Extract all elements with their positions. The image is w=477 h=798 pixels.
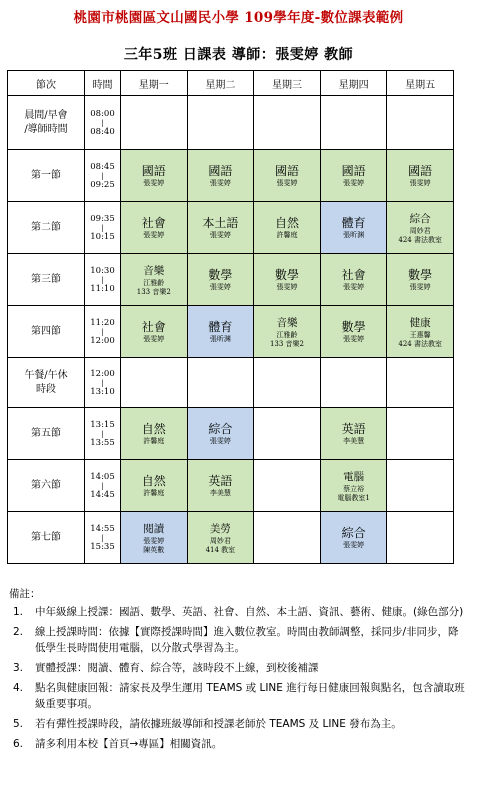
- time-value: 15:35: [90, 541, 115, 552]
- note-item: [9, 624, 469, 656]
- note-text: 線上授課時間：依據【實際授課時間】進入數位教室。時間由教師調整，採同步/非同步，降低學生長時間使用電腦，以分散式學習為主。: [35, 626, 459, 654]
- table-header-row: [8, 71, 454, 96]
- teacher-name: 張雯婷: [343, 283, 365, 291]
- header-tue: 星期二: [187, 71, 254, 96]
- time-value: 12:00: [90, 335, 115, 346]
- note-number: 2.: [13, 626, 24, 638]
- period-cell: [8, 512, 85, 564]
- teacher-name: 李美慧: [343, 437, 365, 445]
- class-cell: [320, 202, 387, 254]
- period-label: 第一節: [31, 169, 61, 181]
- table-row: [8, 306, 454, 358]
- teacher-name: 張雯婷: [143, 179, 165, 187]
- time-separator: |: [101, 223, 104, 232]
- subject-name: 體育: [208, 320, 233, 334]
- header-wed: 星期三: [254, 71, 321, 96]
- class-cell: [121, 306, 188, 358]
- note-number: 1.: [13, 606, 24, 618]
- period-label: 第四節: [31, 325, 61, 337]
- time-value: 14:45: [90, 489, 115, 500]
- time-value: 11:10: [90, 283, 115, 294]
- classroom-info: 電腦教室1: [337, 493, 370, 502]
- teacher-name: 許馨庭: [276, 231, 298, 239]
- time-cell: [85, 512, 121, 564]
- class-cell: [187, 254, 254, 306]
- class-cell: [387, 408, 454, 460]
- class-cell: [387, 512, 454, 564]
- subject-name: 英語: [341, 422, 366, 436]
- class-cell: [254, 512, 321, 564]
- class-cell: [387, 358, 454, 408]
- note-item: [9, 660, 469, 676]
- subject-name: 國語: [408, 164, 433, 178]
- subject-name: 音樂: [143, 264, 165, 277]
- classroom-info: 133 音樂2: [269, 339, 304, 348]
- subject-name: 自然: [141, 474, 166, 488]
- period-label: 晨間/早會: [24, 109, 68, 121]
- subject-name: 社會: [341, 268, 366, 282]
- note-text: 實體授課：閱讀、體育、綜合等，該時段不上線，到校後補課: [35, 662, 319, 674]
- time-value: 14:55: [90, 523, 115, 534]
- subject-name: 美勞: [209, 522, 231, 535]
- time-value: 13:15: [90, 419, 115, 430]
- class-cell: [254, 306, 321, 358]
- class-cell: [121, 254, 188, 306]
- period-cell: [8, 408, 85, 460]
- subject-name: 社會: [141, 216, 166, 230]
- note-item: [9, 604, 469, 620]
- subject-name: 數學: [408, 268, 433, 282]
- subject-name: 綜合: [341, 526, 366, 540]
- time-separator: |: [101, 429, 104, 438]
- period-label: 第七節: [31, 531, 61, 543]
- period-cell: [8, 150, 85, 202]
- time-value: 10:30: [90, 265, 115, 276]
- class-cell: [387, 150, 454, 202]
- table-row: [8, 96, 454, 150]
- subject-name: 健康: [409, 316, 431, 329]
- table-row: [8, 460, 454, 512]
- subject-name: 數學: [274, 268, 299, 282]
- note-item: [9, 680, 469, 712]
- teacher-name: 蔡立裕: [343, 484, 365, 493]
- class-cell: [187, 202, 254, 254]
- note-text: 點名與健康回報：請家長及學生運用 TEAMS 或 LINE 進行每日健康回報與點名，包含讀取班級重要事項。: [35, 682, 465, 710]
- class-cell: [121, 512, 188, 564]
- class-cell: [320, 306, 387, 358]
- teacher-name: 張雯婷: [343, 335, 365, 343]
- time-separator: |: [101, 327, 104, 336]
- time-separator: |: [101, 481, 104, 490]
- time-cell: [85, 460, 121, 512]
- note-number: 5.: [13, 718, 24, 730]
- time-cell: [85, 150, 121, 202]
- subject-name: 電腦: [343, 470, 365, 483]
- class-cell: [320, 96, 387, 150]
- period-label: 第六節: [31, 479, 61, 491]
- subject-name: 國語: [208, 164, 233, 178]
- subject-name: 國語: [141, 164, 166, 178]
- class-cell: [254, 96, 321, 150]
- time-value: 08:45: [90, 161, 115, 172]
- subject-name: 閱讀: [143, 522, 165, 535]
- subject-name: 英語: [208, 474, 233, 488]
- subject-name: 綜合: [208, 422, 233, 436]
- schedule-table: [7, 70, 454, 564]
- class-cell: [320, 358, 387, 408]
- class-cell: [387, 254, 454, 306]
- class-cell: [254, 150, 321, 202]
- teacher-name: 張雯婷: [209, 231, 231, 239]
- table-row: [8, 512, 454, 564]
- time-separator: |: [101, 118, 104, 127]
- time-separator: |: [101, 378, 104, 387]
- teacher-name: 李美慧: [209, 489, 231, 497]
- table-row: [8, 408, 454, 460]
- teacher-name: 張雯婷: [209, 283, 231, 291]
- notes-section: [9, 586, 469, 756]
- classroom-info: 424 書法教室: [398, 235, 442, 244]
- class-cell: [121, 408, 188, 460]
- period-label: 第三節: [31, 273, 61, 285]
- header-mon: 星期一: [121, 71, 188, 96]
- class-cell: [320, 512, 387, 564]
- period-label: /導師時間: [24, 123, 68, 135]
- page-title: 桃園市桃園區文山國民小學 109學年度-數位課表範例: [73, 10, 404, 26]
- class-cell: [320, 408, 387, 460]
- table-row: [8, 254, 454, 306]
- note-text: 請多利用本校【首頁→專區】相關資訊。: [35, 738, 223, 750]
- class-cell: [254, 408, 321, 460]
- note-text: 若有彈性授課時段，請依據班級導師和授課老師於 TEAMS 及 LINE 發布為主。: [35, 718, 402, 730]
- note-number: 4.: [13, 682, 24, 694]
- class-cell: [121, 202, 188, 254]
- table-row: [8, 202, 454, 254]
- teacher-name: 許馨庭: [143, 489, 165, 497]
- period-cell: [8, 460, 85, 512]
- teacher-name: 許馨庭: [143, 437, 165, 445]
- time-value: 13:10: [90, 386, 115, 397]
- teacher-name: 張雯婷: [343, 179, 365, 187]
- class-cell: [254, 202, 321, 254]
- classroom-info: 424 書法教室: [398, 339, 442, 348]
- header-fri: 星期五: [387, 71, 454, 96]
- class-cell: [187, 150, 254, 202]
- subject-name: 自然: [141, 422, 166, 436]
- class-cell: [387, 306, 454, 358]
- teacher-name: 張雯婷: [343, 541, 365, 549]
- period-cell: [8, 306, 85, 358]
- time-value: 09:35: [90, 213, 115, 224]
- time-separator: |: [101, 533, 104, 542]
- teacher-name: 張雯婷: [276, 283, 298, 291]
- classroom-info: 133 音樂2: [136, 287, 171, 296]
- time-value: 08:40: [90, 126, 115, 137]
- teacher-name: 江雅齡: [143, 278, 165, 287]
- subject-name: 自然: [274, 216, 299, 230]
- teacher-name: 張雯婷: [276, 179, 298, 187]
- class-cell: [187, 358, 254, 408]
- teacher-name: 張雯婷: [209, 437, 231, 445]
- teacher-name: 江雅齡: [276, 330, 298, 339]
- class-cell: [121, 150, 188, 202]
- time-cell: [85, 358, 121, 408]
- subject-name: 國語: [274, 164, 299, 178]
- class-cell: [387, 96, 454, 150]
- teacher-name: 王惠馨: [409, 330, 431, 339]
- time-cell: [85, 254, 121, 306]
- subject-name: 數學: [208, 268, 233, 282]
- class-cell: [320, 150, 387, 202]
- time-value: 13:55: [90, 437, 115, 448]
- note-item: [9, 716, 469, 732]
- teacher-name: 張昕渊: [209, 335, 231, 343]
- teacher-name: 張雯婷: [143, 536, 165, 545]
- note-text: 中年級線上授課：國語、數學、英語、社會、自然、本土語、資訊、藝術、健康。(綠色部分): [35, 606, 464, 618]
- time-value: 08:00: [90, 108, 115, 119]
- class-cell: [187, 306, 254, 358]
- teacher-name: 張雯婷: [409, 283, 431, 291]
- time-cell: [85, 408, 121, 460]
- teacher-name: 張雯婷: [143, 335, 165, 343]
- schedule-subtitle: 三年5班 日課表 導師：張雯婷 教師: [123, 47, 354, 63]
- period-label: 時段: [36, 383, 56, 395]
- class-cell: [187, 408, 254, 460]
- class-cell: [187, 512, 254, 564]
- class-cell: [187, 96, 254, 150]
- note-number: 3.: [13, 662, 24, 674]
- time-value: 09:25: [90, 179, 115, 190]
- class-cell: [187, 460, 254, 512]
- period-label: 第五節: [31, 427, 61, 439]
- notes-title: 備註：: [9, 588, 41, 600]
- time-value: 11:20: [90, 317, 115, 328]
- subject-name: 本土語: [202, 216, 239, 230]
- header-period: 節次: [8, 71, 85, 96]
- subject-name: 體育: [341, 216, 366, 230]
- subject-name: 社會: [141, 320, 166, 334]
- classroom-info: 414 教室: [205, 545, 236, 554]
- note-number: 6.: [13, 738, 24, 750]
- time-cell: [85, 306, 121, 358]
- time-cell: [85, 96, 121, 150]
- header-time: 時間: [85, 71, 121, 96]
- time-value: 12:00: [90, 368, 115, 379]
- period-cell: [8, 202, 85, 254]
- subject-name: 數學: [341, 320, 366, 334]
- table-row: [8, 150, 454, 202]
- period-label: 第二節: [31, 221, 61, 233]
- class-cell: [254, 358, 321, 408]
- time-separator: |: [101, 171, 104, 180]
- class-cell: [320, 254, 387, 306]
- class-cell: [387, 460, 454, 512]
- class-cell: [387, 202, 454, 254]
- time-value: 14:05: [90, 471, 115, 482]
- class-cell: [254, 254, 321, 306]
- teacher-name: 張雯婷: [409, 179, 431, 187]
- teacher-name: 周妙君: [409, 226, 431, 235]
- class-cell: [121, 460, 188, 512]
- time-cell: [85, 202, 121, 254]
- teacher-name: 張昕渊: [343, 231, 365, 239]
- time-separator: |: [101, 275, 104, 284]
- schedule-body: [8, 96, 454, 564]
- class-cell: [121, 96, 188, 150]
- header-thu: 星期四: [320, 71, 387, 96]
- subject-name: 國語: [341, 164, 366, 178]
- subject-name: 音樂: [276, 316, 298, 329]
- class-cell: [320, 460, 387, 512]
- period-label: 午餐/午休: [24, 369, 68, 381]
- time-value: 10:15: [90, 231, 115, 242]
- period-cell: [8, 358, 85, 408]
- teacher-name: 張雯婷: [209, 179, 231, 187]
- class-cell: [254, 460, 321, 512]
- table-row: [8, 358, 454, 408]
- period-cell: [8, 254, 85, 306]
- period-cell: [8, 96, 85, 150]
- notes-list: [9, 604, 469, 752]
- class-cell: [121, 358, 188, 408]
- classroom-info: 陳英數: [143, 545, 165, 554]
- teacher-name: 周妙君: [209, 536, 231, 545]
- note-item: [9, 736, 469, 752]
- subject-name: 綜合: [409, 212, 431, 225]
- teacher-name: 張雯婷: [143, 231, 165, 239]
